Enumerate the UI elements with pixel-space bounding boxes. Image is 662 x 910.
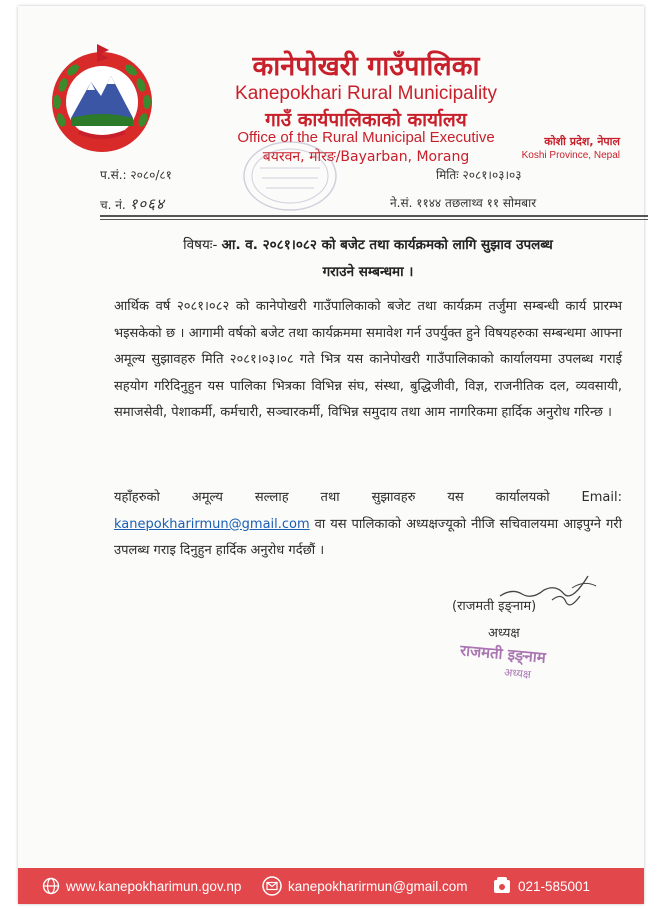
letterhead-footer [18,868,644,904]
header-divider-thin [100,219,648,220]
office-seal-stamp [240,136,340,216]
office-address: बयरवन, मोरङ/Bayarban, Morang [262,149,470,165]
paragraph-2-rest: वा यस पालिकाको अध्यक्षज्यूको नीजि सचिवालयमा आइपुग्ने गरी उपलब्ध गराइ दिनुहुन हार्दिक अनुरोध गर्दछौं । [114,516,622,558]
footer-email[interactable] [262,868,468,904]
footer-phone-text: 021-585001 [518,878,591,894]
letter-page [18,6,644,904]
nepal-samvat-date: ने.सं. ११४४ तछलाथ्व ११ सोमबार [390,196,537,210]
website-text: www.kanepokharimun.gov.np [66,878,242,894]
mail-icon [262,876,282,896]
letter-date: मितिः २०८१।०३।०३ [436,168,522,182]
subject-line-1: आ. व. २०८१।०८२ को बजेट तथा कार्यक्रमको लागि सुझाव उपलब्ध [221,237,553,253]
body-paragraph-1: आर्थिक वर्ष २०८१।०८२ को कानेपोखरी गाउँपालिकाको बजेट तथा कार्यक्रम तर्जुमा सम्बन्धी कार्य प्रारम्भ भइसकेको छ । आगामी वर्षको बजेट तथा कार्यक्रममा समावेश गर्न उपर्युक्त हुने विषयहरुका सम्बन्धमा आफ्ना अमूल्य सुझावहरु मिति २०८१।०३।०८ गते भित्र यस कानेपोखरी गाउँपालिकाको कार्यालयमा उपलब्ध गराई सहयोग गरिदिनुहुन यस पालिका भित्रका विभिन्न संघ, संस्था, बुद्धिजीवी, विज्ञ, राजनीतिक दल, व्यवसायी, समाजसेवी, पेशाकर्मी, कर्मचारी, सञ्चारकर्मी, विभिन्न समुदाय तथा आम नागरिकमा हार्दिक अनुरोध गरिन्छ । [114,299,622,420]
email-link[interactable]: kanepokharirmun@gmail.com [114,516,310,532]
dispatch-label: च. नं. [100,198,126,212]
body-paragraph-2 [114,485,622,565]
subject-prefix: विषयः- [183,237,218,253]
phone-icon [492,876,512,896]
letter-subject [114,232,622,286]
municipality-emblem-icon [43,40,161,158]
reference-number: प.सं.: २०८०/८१ [100,168,172,182]
role-stamp: अध्यक्ष [503,665,532,682]
footer-phone[interactable] [492,868,590,904]
footer-email-text: kanepokharirmun@gmail.com [288,878,468,894]
dispatch-number: १०६४ [129,195,165,213]
office-title-np: गाउँ कार्यपालिकाको कार्यालय [265,109,467,131]
province-en: Koshi Province, Nepal [521,150,620,161]
signatory-role: अध्यक्ष [488,626,520,641]
province-np: कोशी प्रदेश, नेपाल [544,135,620,148]
paragraph-2-intro: यहाँहरुको अमूल्य सल्लाह तथा सुझावहरु यस कार्यालयको Email: [114,490,622,505]
subject-line-2: गराउने सम्बन्धमा । [322,264,414,280]
footer-website[interactable] [42,868,241,904]
municipality-title-en: Kanepokhari Rural Municipality [235,83,497,104]
municipality-title-np: कानेपोखरी गाउँपालिका [252,51,480,82]
dispatch-number-row [100,194,165,214]
name-stamp: राजमती इङ्नाम [459,641,547,667]
header-divider [100,215,648,217]
globe-icon [42,877,60,895]
signatory-name: (राजमती इङ्नाम) [452,599,537,614]
office-title-en: Office of the Rural Municipal Executive [237,129,495,146]
